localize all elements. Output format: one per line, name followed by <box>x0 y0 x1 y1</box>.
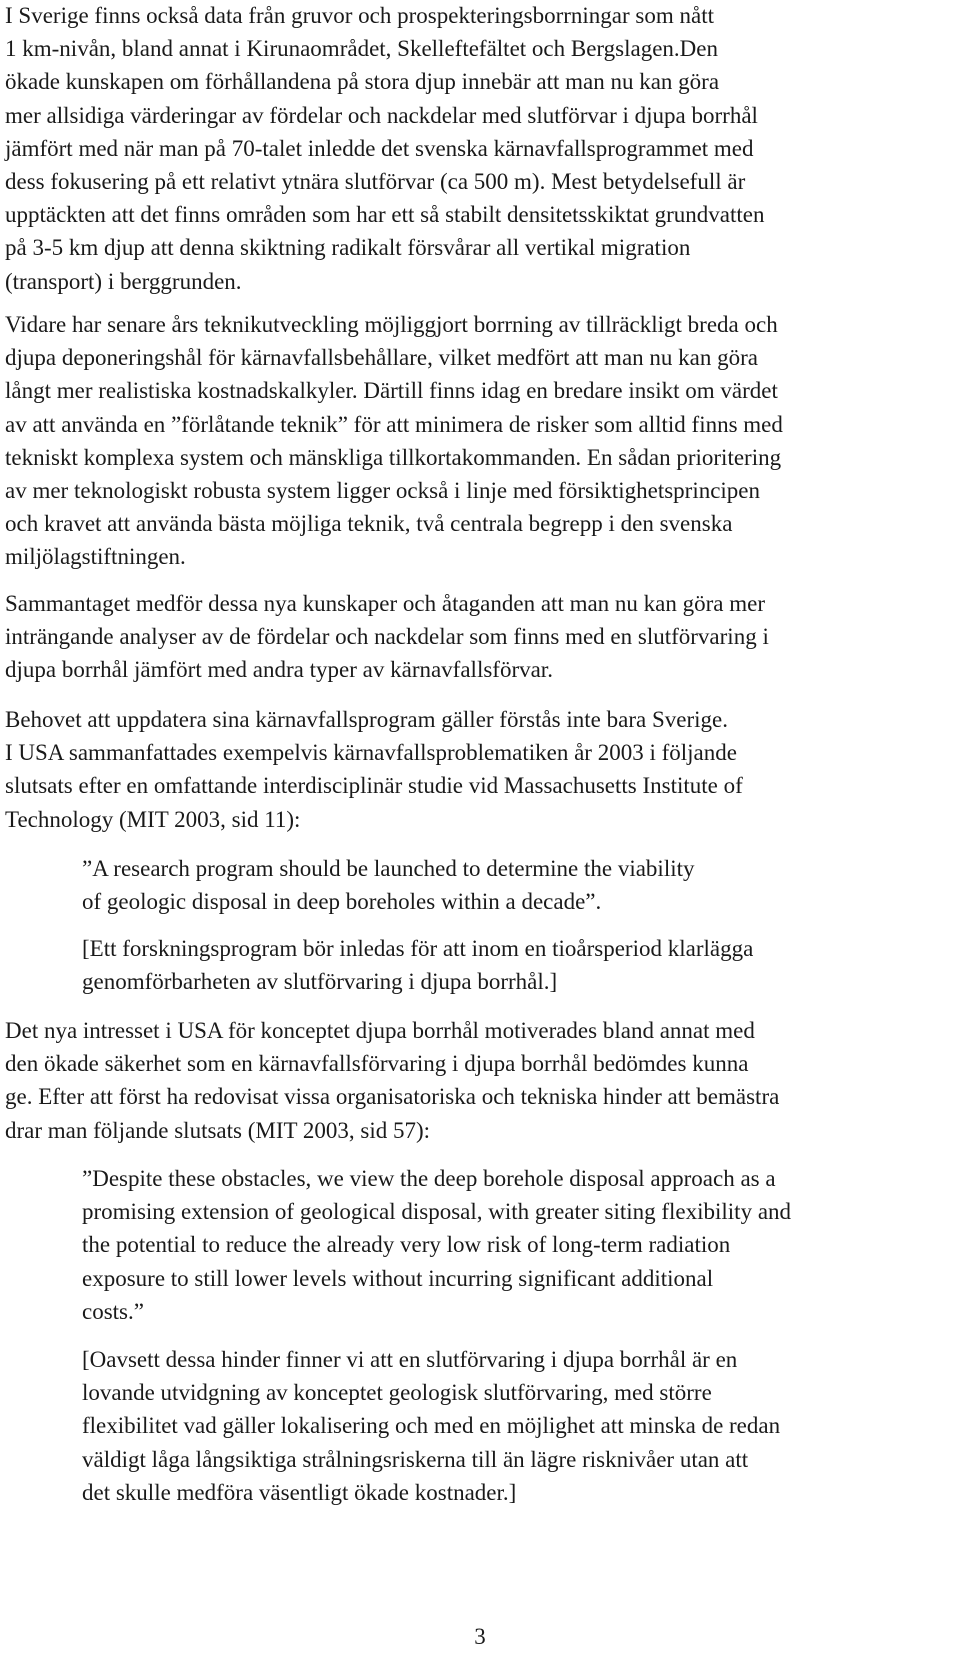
paragraph-swedish-data: I Sverige finns också data från gruvor och prospekteringsborrningar som nått 1 km-nivån, bland annat i Kirunaområdet, Skelleftefältet och Bergslagen.Den ökade kunskapen om förhållandena på stora djup innebär att man nu kan göra mer allsidiga värderingar av fördelar och nackdelar med slutförvar i djupa borrhål jämfört med när man på 70-talet inledde det svenska kärnavfallsprogrammet med dess fokusering på ett relativt ytnära slutförvar (ca 500 m). Mest betydelsefull är upptäckten att det finns områden som har ett så stabilt densitetsskiktat grundvatten på 3-5 km djup att denna skiktning radikalt försvårar all vertikal migration (transport) i berggrunden. <box>5 3 765 294</box>
paragraph-usa-interest: Det nya intresset i USA för konceptet djupa borrhål motiverades bland annat med den ökade säkerhet som en kärnavfallsförvaring i djupa borrhål bedömdes kunna ge. Efter att först ha redovisat vissa organisatoriska och tekniska hinder att bemästra drar man följande slutsats (MIT 2003, sid 57): <box>5 1018 780 1143</box>
paragraph-summary: Sammantaget medför dessa nya kunskaper och åtaganden att man nu kan göra mer inträngande analyser av de fördelar och nackdelar som finns med en slutförvaring i djupa borrhål jämfört med andra typer av kärnavfallsförvar. <box>5 591 769 683</box>
paragraph-technology-development: Vidare har senare års teknikutveckling möjliggjort borrning av tillräckligt breda och djupa deponeringshål för kärnavfallsbehållare, vilket medfört att man nu kan göra långt mer realistiska kostnadskalkyler. Därtill finns idag en bredare insikt om värdet av att använda en ”förlåtande teknik” för att minimera de risker som alltid finns med tekniskt komplexa system och mänskliga tillkortakommanden. En sådan prioritering av mer teknologiskt robusta system ligger också i linje med försiktighetsprincipen och kravet att använda bästa möjliga teknik, två centrala begrepp i den svenska miljölagstiftningen. <box>5 312 783 570</box>
quote-mit-research-program-translation: [Ett forskningsprogram bör inledas för att inom en tioårsperiod klarlägga genomförbarheten av slutförvaring i djupa borrhål.] <box>82 936 754 995</box>
quote-mit-obstacles: ”Despite these obstacles, we view the deep borehole disposal approach as a promising extension of geological disposal, with greater siting flexibility and the potential to reduce the already very low risk of long-term radiation exposure to still lower levels without incurring significant additional costs.” <box>82 1166 792 1324</box>
paragraph-usa-need: Behovet att uppdatera sina kärnavfallsprogram gäller förstås inte bara Sverige. I USA sammanfattades exempelvis kärnavfallsproblematiken år 2003 i följande slutsats efter en omfattande interdisciplinär studie vid Massachusetts Institute of Technology (MIT 2003, sid 11): <box>5 707 743 832</box>
page-number: 3 <box>474 1624 486 1649</box>
quote-mit-obstacles-translation: [Oavsett dessa hinder finner vi att en slutförvaring i djupa borrhål är en lovande utvidgning av konceptet geologisk slutförvaring, med större flexibilitet vad gäller lokalisering och med en möjlighet att minska de redan väldigt låga långsiktiga strålningsriskerna till än lägre risknivåer utan att det skulle medföra väsentligt ökade kostnader.] <box>82 1347 781 1505</box>
quote-mit-research-program: ”A research program should be launched to determine the viability of geologic disposal in deep boreholes within a decade”. <box>82 856 695 915</box>
